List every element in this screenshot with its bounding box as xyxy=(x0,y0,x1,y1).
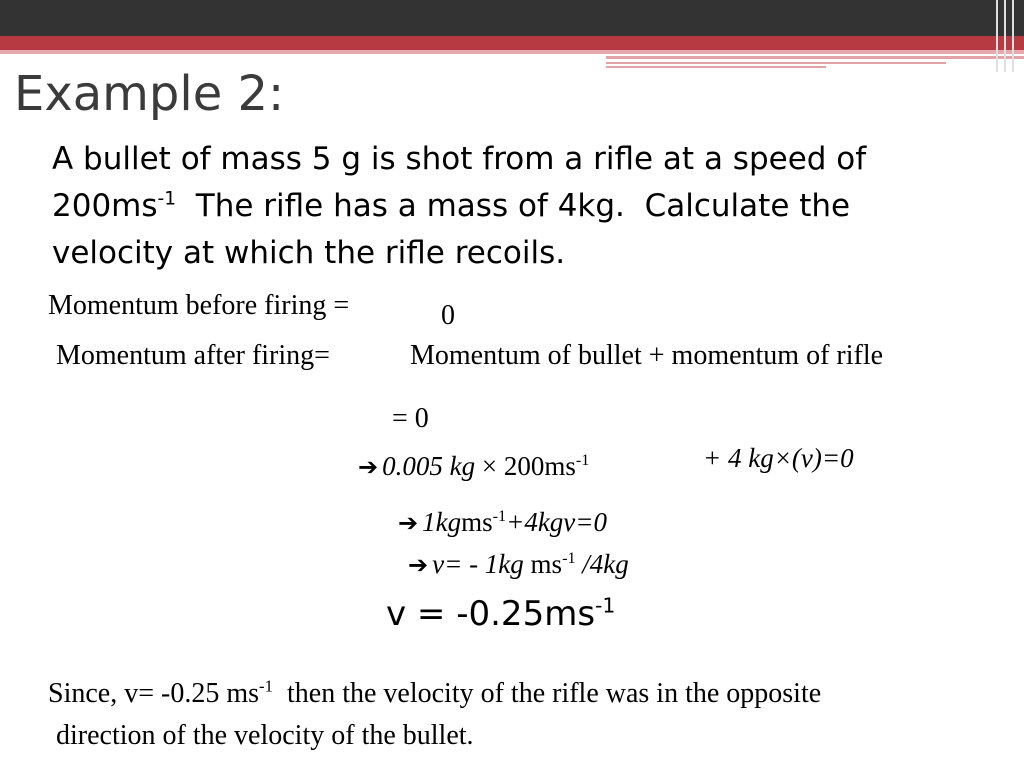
problem-statement xyxy=(52,136,1012,277)
final-result-exponent: -1 xyxy=(595,593,616,618)
problem-line-1: A bullet of mass 5 g is shot from a rifle at a speed of xyxy=(52,141,867,177)
step-2-exponent: -1 xyxy=(492,507,507,525)
problem-speed: 200ms xyxy=(52,188,158,224)
momentum-before-value: 0 xyxy=(441,300,455,331)
problem-line-2-rest: The rifle has a mass of 4kg. Calculate the xyxy=(176,188,851,224)
arrow-right-icon: ➔ xyxy=(408,551,429,579)
problem-line-3: velocity at which the rifle recoils. xyxy=(52,235,566,271)
equals-zero: = 0 xyxy=(392,403,429,434)
top-red-band xyxy=(0,36,1024,50)
problem-line-2 xyxy=(52,183,1012,230)
step-2-unit: ms xyxy=(461,507,493,537)
decorative-stripe-2 xyxy=(1004,0,1006,72)
decorative-line-2 xyxy=(606,62,946,64)
arrow-right-icon: ➔ xyxy=(398,509,419,537)
conclusion-line-2: direction of the velocity of the bullet. xyxy=(56,720,474,751)
top-dark-bar xyxy=(0,0,1024,36)
decorative-stripe-3 xyxy=(1012,0,1014,72)
momentum-after-label: Momentum after firing= xyxy=(56,340,330,371)
decorative-line-1 xyxy=(606,56,1024,59)
slide-title: Example 2: xyxy=(14,66,285,122)
step-3 xyxy=(408,549,629,580)
step-1-mass: 0.005 kg xyxy=(382,451,476,481)
top-red-band-light xyxy=(0,50,1024,54)
step-3-unit: ms xyxy=(523,549,563,579)
arrow-right-icon: ➔ xyxy=(358,453,379,481)
momentum-before-label: Momentum before firing = xyxy=(48,290,350,321)
decorative-stripe-1 xyxy=(996,0,998,72)
decorative-line-3 xyxy=(606,66,826,68)
step-2 xyxy=(398,507,607,538)
step-1-exponent: -1 xyxy=(575,451,590,469)
step-1-rifle-text: + 4 kg×(v)=0 xyxy=(703,443,854,473)
step-1 xyxy=(358,451,589,482)
conclusion-exponent: -1 xyxy=(259,676,273,696)
conclusion-velocity: Since, v= -0.25 ms xyxy=(48,678,259,709)
step-3-exponent: -1 xyxy=(562,549,576,567)
momentum-after-value: Momentum of bullet + momentum of rifle xyxy=(410,340,884,371)
final-result xyxy=(386,594,615,634)
problem-speed-exponent: -1 xyxy=(157,188,177,210)
step-2-rest: +4kgv=0 xyxy=(506,507,608,537)
step-3-divisor: /4kg xyxy=(575,549,629,579)
conclusion-line-1 xyxy=(48,678,821,710)
conclusion-line-1-rest: then the velocity of the rifle was in the opposite xyxy=(272,678,822,709)
step-3-velocity: v= - 1kg xyxy=(432,549,524,579)
step-2-mass: 1kg xyxy=(422,507,462,537)
final-result-value: v = -0.25ms xyxy=(386,594,596,634)
step-1-speed: × 200ms xyxy=(475,451,576,481)
step-1-rifle-term xyxy=(703,443,854,474)
